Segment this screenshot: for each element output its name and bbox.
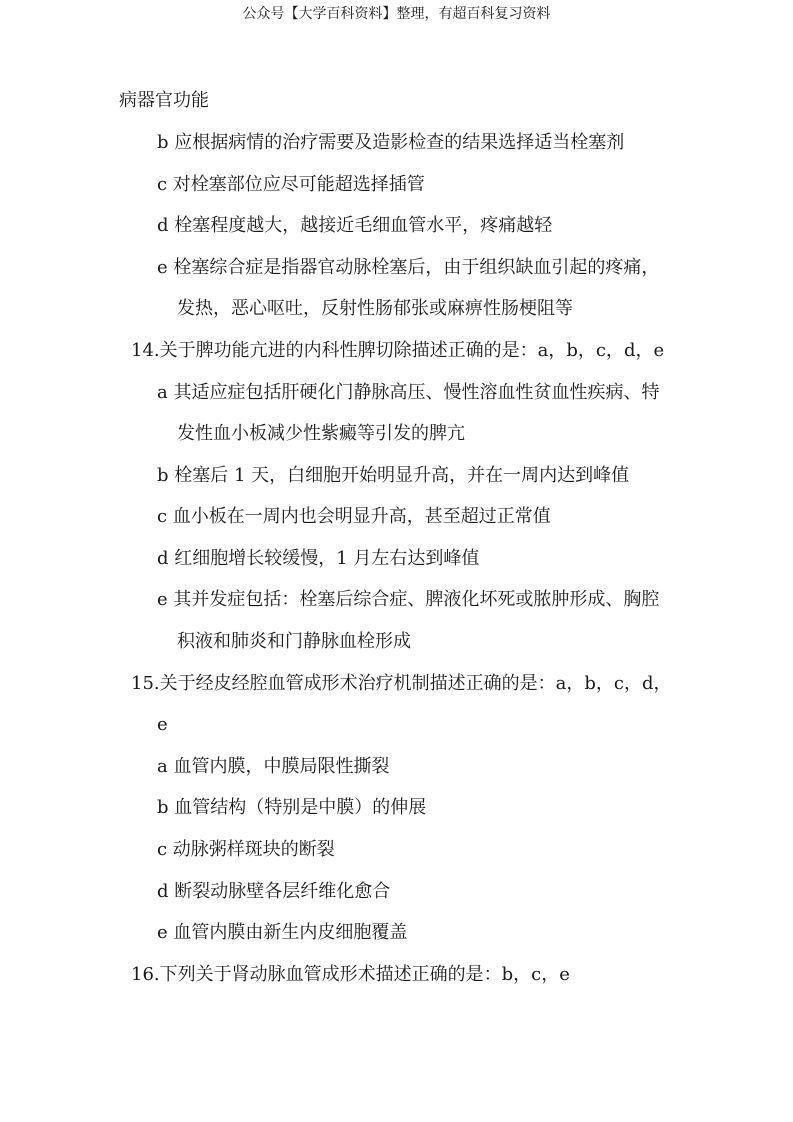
option-e: e 其并发症包括：栓塞后综合症、脾液化坏死或脓肿形成、胸腔 (157, 589, 660, 610)
option-e-continued: 积液和肺炎和门静脉血栓形成 (177, 631, 411, 652)
question-15-continued: e (157, 714, 168, 735)
option-a: a 其适应症包括肝硬化门静脉高压、慢性溶血性贫血性疾病、特 (157, 382, 660, 403)
option-b: b 血管结构（特别是中膜）的伸展 (157, 797, 427, 818)
option-c: c 对栓塞部位应尽可能超选择插管 (157, 174, 425, 195)
option-c: c 血小板在一周内也会明显升高，甚至超过正常值 (157, 506, 551, 527)
option-d: d 栓塞程度越大，越接近毛细血管水平，疼痛越轻 (157, 215, 553, 236)
option-e: e 栓塞综合症是指器官动脉栓塞后，由于组织缺血引起的疼痛， (157, 257, 660, 278)
option-a: a 血管内膜，中膜局限性撕裂 (157, 756, 390, 777)
option-e: e 血管内膜由新生内皮细胞覆盖 (157, 922, 408, 943)
option-d: d 红细胞增长较缓慢，1 月左右达到峰值 (157, 548, 480, 569)
option-e-continued: 发热，恶心呕吐，反射性肠郁张或麻痹性肠梗阻等 (177, 298, 573, 319)
option-b: b 应根据病情的治疗需要及造影检查的结果选择适当栓塞剂 (157, 132, 625, 153)
page-header: 公众号【大学百科资料】整理，有超百科复习资料 (242, 6, 551, 22)
option-b: b 栓塞后 1 天，白细胞开始明显升高，并在一周内达到峰值 (157, 465, 630, 486)
continued-text-line: 病器官功能 (119, 90, 209, 111)
option-d: d 断裂动脉壁各层纤维化愈合 (157, 881, 391, 902)
option-c: c 动脉粥样斑块的断裂 (157, 839, 335, 860)
question-15: 15.关于经皮经腔血管成形术治疗机制描述正确的是：a，b，c，d， (131, 673, 672, 694)
question-14: 14.关于脾功能亢进的内科性脾切除描述正确的是：a，b，c，d，e (131, 340, 665, 361)
option-a-continued: 发性血小板减少性紫癜等引发的脾亢 (177, 423, 465, 444)
question-16: 16.下列关于肾动脉血管成形术描述正确的是：b，c，e (131, 964, 570, 985)
